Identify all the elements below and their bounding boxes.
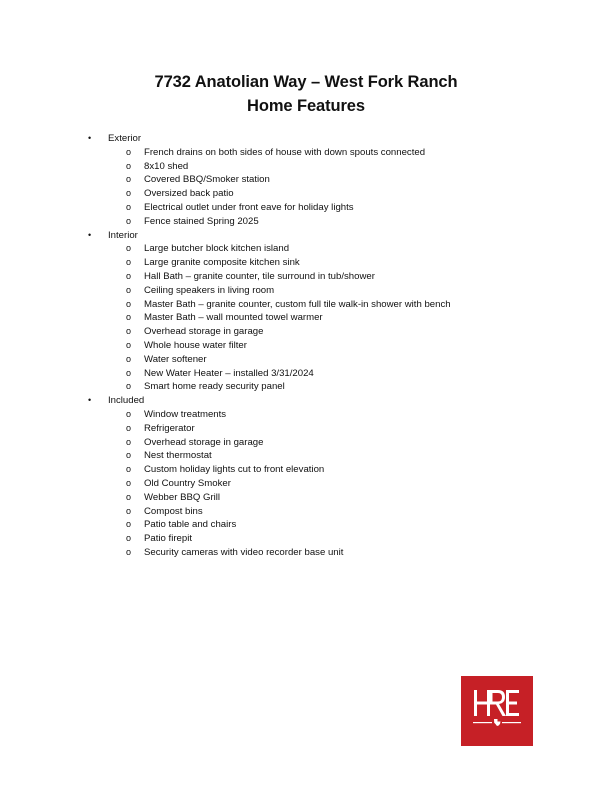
list-item-text: Smart home ready security panel bbox=[144, 381, 285, 393]
list-item bbox=[88, 242, 588, 256]
circle-bullet-icon: o bbox=[126, 436, 132, 447]
list-item bbox=[88, 325, 588, 339]
list-item bbox=[88, 298, 588, 312]
list-item-text: 8x10 shed bbox=[144, 160, 189, 172]
circle-bullet-icon: o bbox=[126, 505, 132, 516]
list-item-text: Master Bath – wall mounted towel warmer bbox=[144, 312, 323, 324]
list-item bbox=[88, 505, 588, 519]
list-item-text: Large butcher block kitchen island bbox=[144, 243, 290, 255]
list-item bbox=[88, 256, 588, 270]
list-item-text: Water softener bbox=[144, 353, 207, 365]
circle-bullet-icon: o bbox=[126, 546, 132, 557]
section-label: Interior bbox=[108, 229, 138, 241]
list-item-text: Overhead storage in garage bbox=[144, 326, 264, 338]
logo-text bbox=[461, 746, 462, 747]
list-item-text: Patio firepit bbox=[144, 533, 192, 545]
circle-bullet-icon: o bbox=[126, 257, 132, 268]
circle-bullet-icon: o bbox=[126, 326, 132, 337]
list-item bbox=[88, 449, 588, 463]
circle-bullet-icon: o bbox=[126, 188, 132, 199]
list-item bbox=[88, 353, 588, 367]
list-item bbox=[88, 546, 588, 560]
list-item-text: Fence stained Spring 2025 bbox=[144, 215, 259, 227]
list-item-text: Covered BBQ/Smoker station bbox=[144, 174, 270, 186]
list-item-text: Window treatments bbox=[144, 408, 227, 420]
list-item-text: Electrical outlet under front eave for holiday lights bbox=[144, 201, 354, 213]
list-item-text: Master Bath – granite counter, custom full tile walk-in shower with bench bbox=[144, 298, 451, 310]
circle-bullet-icon: o bbox=[126, 422, 132, 433]
list-item-text: Hall Bath – granite counter, tile surround in tub/shower bbox=[144, 270, 375, 282]
list-item-text: Nest thermostat bbox=[144, 450, 212, 462]
circle-bullet-icon: o bbox=[126, 519, 132, 530]
feature-sections bbox=[88, 132, 588, 560]
circle-bullet-icon: o bbox=[126, 298, 132, 309]
hre-logo-graphic bbox=[461, 676, 533, 746]
circle-bullet-icon: o bbox=[126, 339, 132, 350]
circle-bullet-icon: o bbox=[126, 174, 132, 185]
bullet-icon: • bbox=[88, 133, 92, 143]
bullet-icon: • bbox=[88, 395, 92, 406]
hre-logo bbox=[461, 676, 533, 746]
list-item-text: Refrigerator bbox=[144, 422, 195, 434]
list-item bbox=[88, 477, 588, 491]
section-included bbox=[88, 394, 588, 560]
list-item bbox=[88, 491, 588, 505]
list-item-text: New Water Heater – installed 3/31/2024 bbox=[144, 367, 314, 379]
list-item bbox=[88, 518, 588, 532]
list-item-text: Security cameras with video recorder base unit bbox=[144, 546, 344, 558]
list-item bbox=[88, 380, 588, 394]
list-item bbox=[88, 160, 588, 174]
circle-bullet-icon: o bbox=[126, 215, 132, 226]
feature-list bbox=[88, 408, 588, 560]
list-item bbox=[88, 311, 588, 325]
list-item-text: Whole house water filter bbox=[144, 339, 247, 351]
circle-bullet-icon: o bbox=[126, 160, 132, 171]
circle-bullet-icon: o bbox=[126, 450, 132, 461]
section-exterior bbox=[88, 132, 588, 229]
list-item bbox=[88, 187, 588, 201]
circle-bullet-icon: o bbox=[126, 243, 132, 254]
circle-bullet-icon: o bbox=[126, 491, 132, 502]
circle-bullet-icon: o bbox=[126, 270, 132, 281]
title-subtitle: Home Features bbox=[247, 97, 365, 115]
list-item bbox=[88, 436, 588, 450]
circle-bullet-icon: o bbox=[126, 381, 132, 392]
list-item bbox=[88, 408, 588, 422]
circle-bullet-icon: o bbox=[126, 201, 132, 212]
circle-bullet-icon: o bbox=[126, 533, 132, 544]
list-item bbox=[88, 215, 588, 229]
section-heading bbox=[88, 132, 588, 146]
list-item-text: Webber BBQ Grill bbox=[144, 491, 221, 503]
bullet-icon: • bbox=[88, 229, 92, 240]
list-item-text: Oversized back patio bbox=[144, 188, 234, 200]
list-item-text: Old Country Smoker bbox=[144, 477, 231, 489]
title-address: 7732 Anatolian Way – West Fork Ranch bbox=[154, 73, 458, 91]
circle-bullet-icon: o bbox=[126, 408, 132, 419]
list-item bbox=[88, 173, 588, 187]
list-item bbox=[88, 532, 588, 546]
circle-bullet-icon: o bbox=[126, 353, 132, 364]
section-interior bbox=[88, 229, 588, 395]
list-item bbox=[88, 367, 588, 381]
section-heading bbox=[88, 229, 588, 243]
circle-bullet-icon: o bbox=[126, 477, 132, 488]
list-item bbox=[88, 270, 588, 284]
list-item-text: Overhead storage in garage bbox=[144, 436, 264, 448]
feature-list bbox=[88, 242, 588, 394]
circle-bullet-icon: o bbox=[126, 464, 132, 475]
list-item bbox=[88, 284, 588, 298]
list-item bbox=[88, 463, 588, 477]
list-item-text: Large granite composite kitchen sink bbox=[144, 257, 300, 269]
list-item-text: Ceiling speakers in living room bbox=[144, 284, 275, 296]
list-item bbox=[88, 146, 588, 160]
circle-bullet-icon: o bbox=[126, 367, 132, 378]
list-item bbox=[88, 339, 588, 353]
feature-list bbox=[88, 146, 588, 229]
list-item-text: French drains on both sides of house with down spouts connected bbox=[144, 146, 426, 158]
circle-bullet-icon: o bbox=[126, 284, 132, 295]
section-heading bbox=[88, 394, 588, 408]
list-item-text: Compost bins bbox=[144, 505, 203, 517]
texas-star-icon bbox=[494, 719, 501, 726]
section-label: Included bbox=[108, 395, 145, 407]
list-item-text: Custom holiday lights cut to front elevation bbox=[144, 464, 325, 476]
document-title bbox=[0, 70, 612, 118]
list-item-text: Patio table and chairs bbox=[144, 519, 237, 531]
section-label: Exterior bbox=[108, 133, 142, 144]
circle-bullet-icon: o bbox=[126, 146, 132, 157]
circle-bullet-icon: o bbox=[126, 312, 132, 323]
list-item bbox=[88, 201, 588, 215]
list-item bbox=[88, 422, 588, 436]
